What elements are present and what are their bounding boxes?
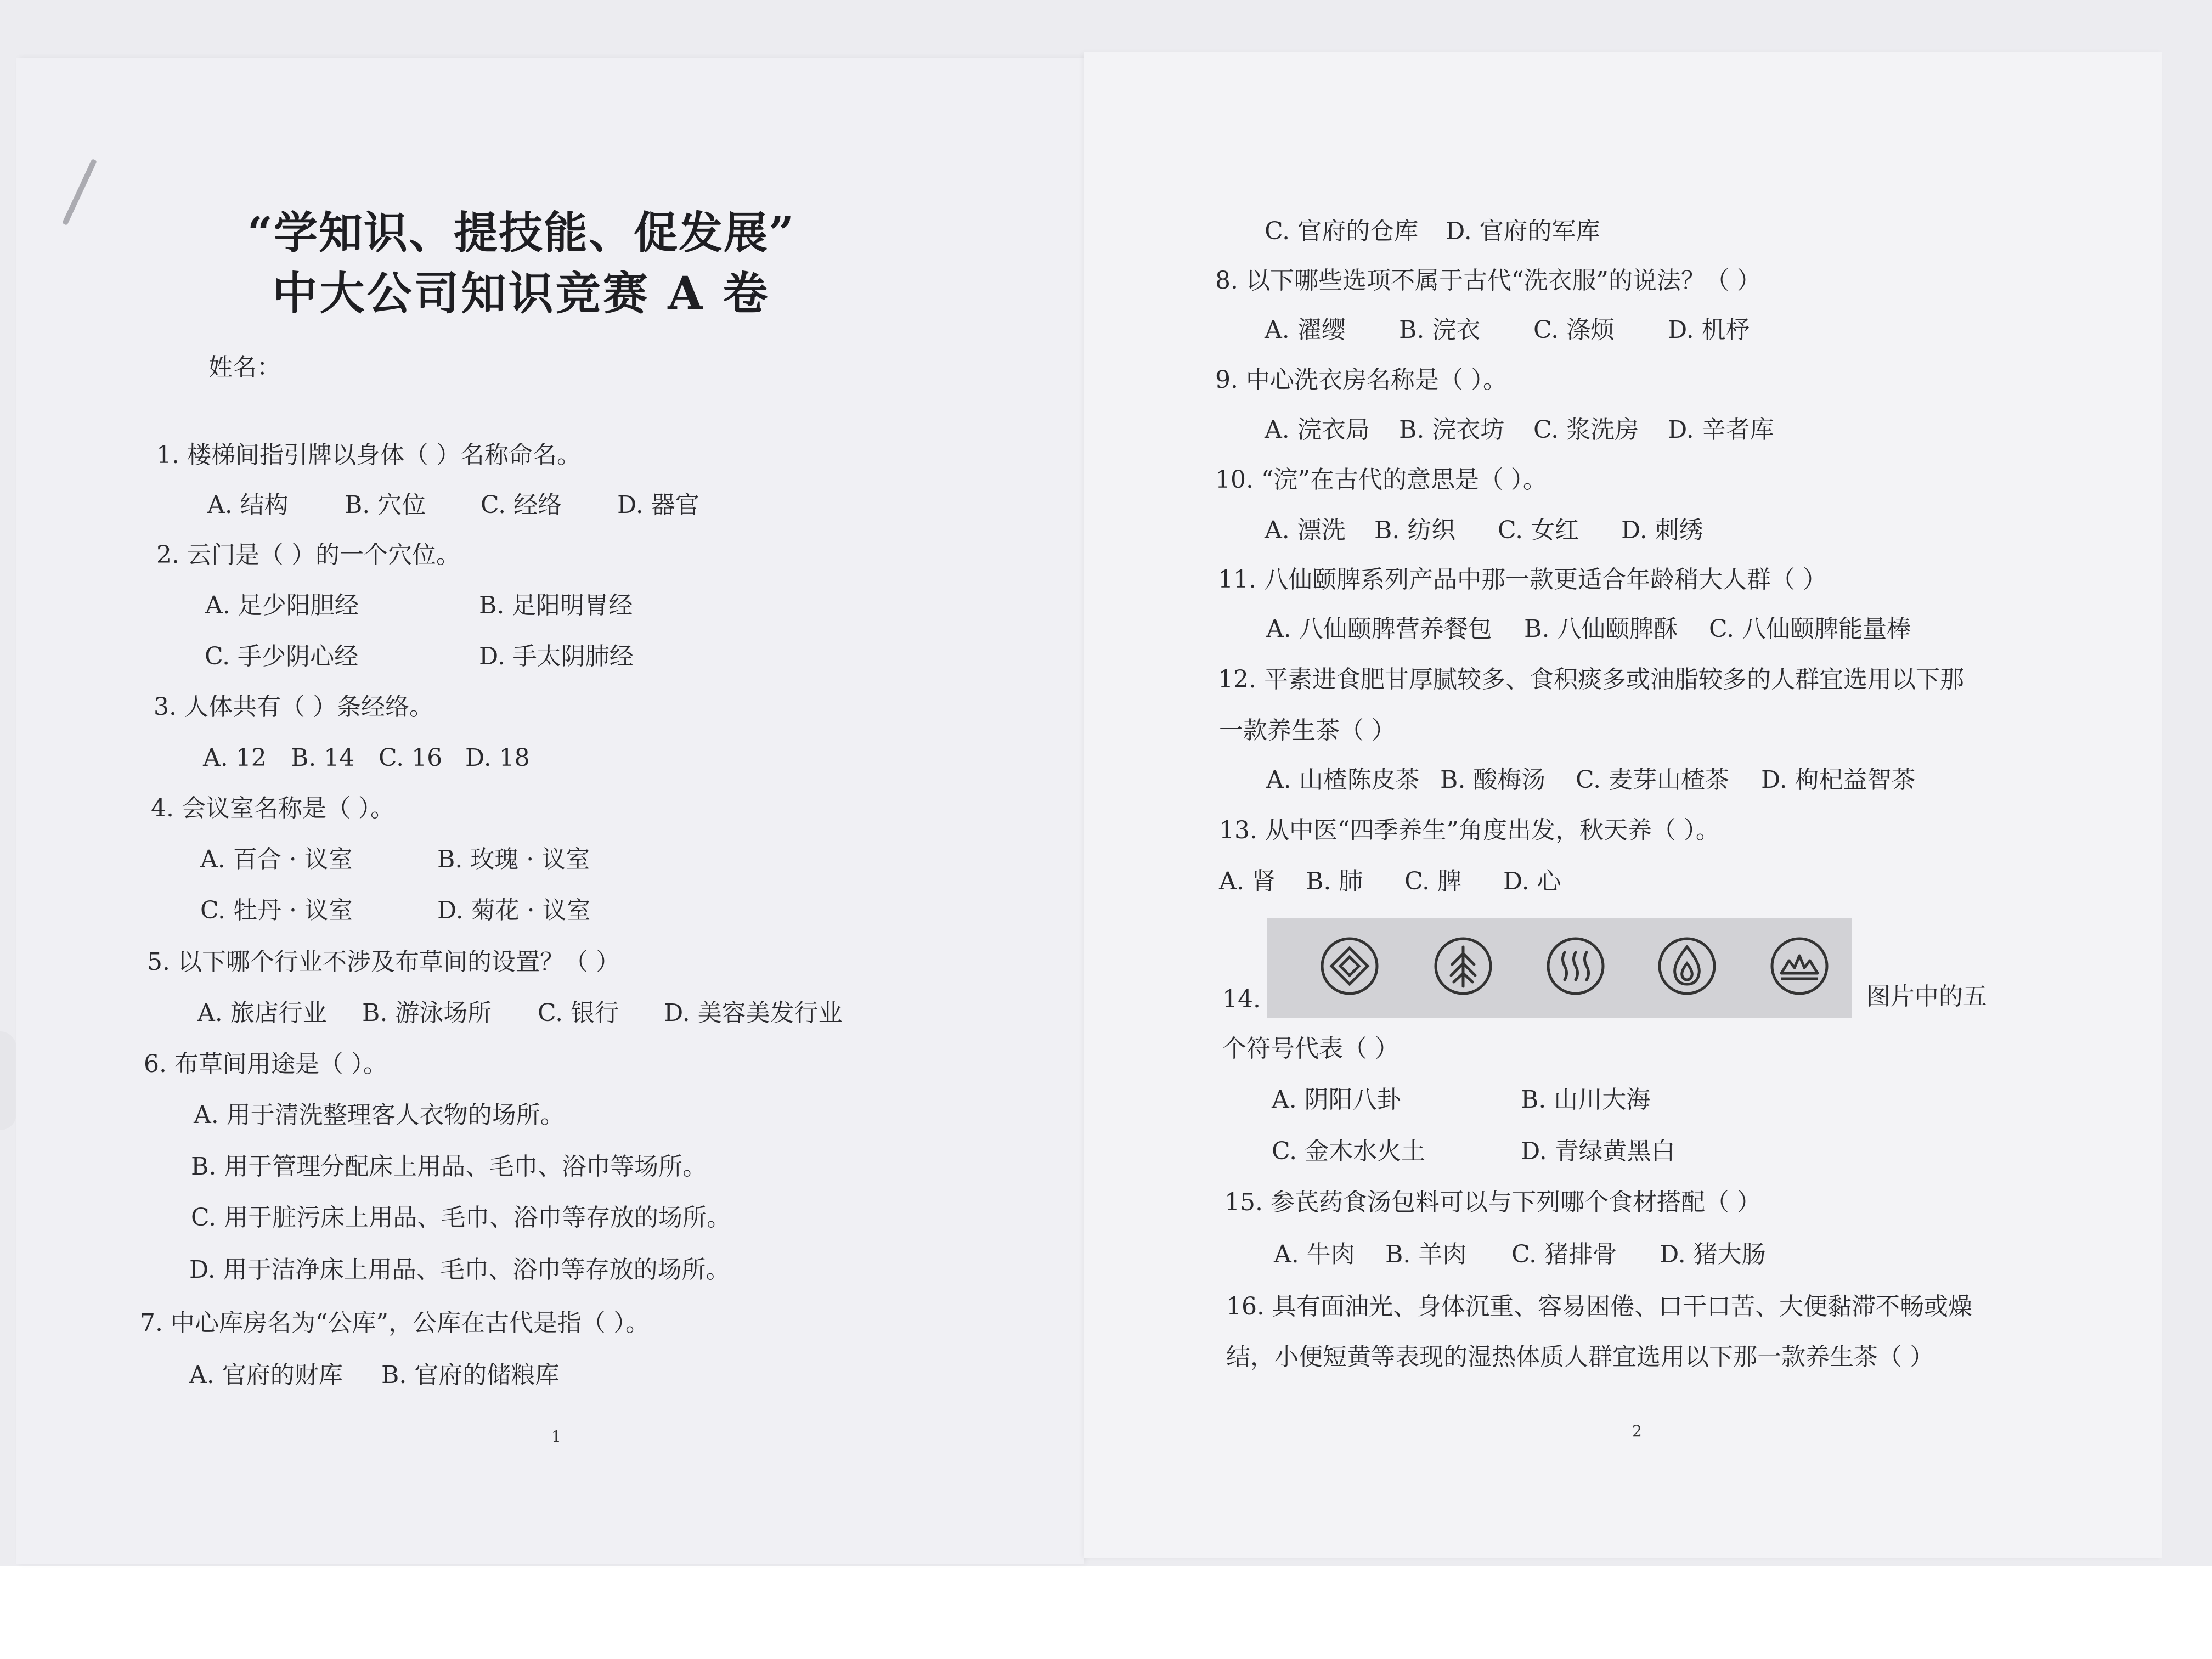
question-7: 7. 中心库房名为“公库”，公库在古代是指（ ）。 [140, 1309, 650, 1337]
question-4: 4. 会议室名称是（ ）。 [151, 794, 394, 822]
q5-option-a: A. 旅店行业 [198, 999, 327, 1027]
q1-option-b: B. 穴位 [345, 491, 426, 519]
q11-option-b: B. 八仙颐脾酥 [1524, 615, 1678, 643]
q9-option-a: A. 浣衣局 [1265, 416, 1370, 444]
q2-option-c: C. 手少阴心经 [205, 642, 359, 670]
question-11: 11. 八仙颐脾系列产品中那一款更适合年龄稍大人群（ ） [1218, 566, 1827, 594]
q7-option-a: A. 官府的财库 [189, 1361, 343, 1389]
title-line-2: 中大公司知识竞赛 A 卷 [272, 267, 770, 320]
q12-option-a: A. 山楂陈皮茶 [1266, 766, 1420, 794]
q2-option-b: B. 足阳明胃经 [479, 591, 633, 619]
question-13: 13. 从中医“四季养生”角度出发，秋天养（ ）。 [1219, 816, 1720, 844]
q6-option-b: B. 用于管理分配床上用品、毛巾、浴巾等场所。 [191, 1153, 707, 1181]
question-5: 5. 以下哪个行业不涉及布草间的设置？（ ） [147, 948, 620, 976]
q6-option-a: A. 用于清洗整理客人衣物的场所。 [194, 1101, 565, 1129]
q14-option-d: D. 青绿黄黑白 [1521, 1137, 1675, 1165]
q15-option-d: D. 猪大肠 [1660, 1240, 1766, 1268]
wood-symbol-icon [1433, 936, 1493, 996]
q8-option-c: C. 涤烦 [1533, 316, 1615, 344]
question-16-line-1: 16. 具有面油光、身体沉重、容易困倦、口干口苦、大便黏滞不畅或燥 [1226, 1293, 1972, 1321]
metal-symbol-icon [1769, 936, 1830, 996]
question-1: 1. 楼梯间指引牌以身体（ ）名称命名。 [156, 441, 581, 469]
q9-option-d: D. 辛者库 [1668, 416, 1774, 444]
q1-option-c: C. 经络 [481, 491, 562, 519]
q6-option-c: C. 用于脏污床上用品、毛巾、浴巾等存放的场所。 [191, 1204, 731, 1232]
q13-option-a: A. 肾 [1219, 867, 1276, 895]
q15-option-b: B. 羊肉 [1385, 1240, 1467, 1268]
q5-option-c: C. 银行 [538, 999, 619, 1027]
paper-edge [0, 1031, 16, 1130]
question-14-line-2: 个符号代表（ ） [1222, 1035, 1399, 1063]
q4-option-b: B. 玫瑰 · 议室 [437, 845, 590, 873]
q1-option-d: D. 器官 [617, 491, 699, 519]
question-6: 6. 布草间用途是（ ）。 [144, 1050, 387, 1078]
question-12-line-1: 12. 平素进食肥甘厚腻较多、食积痰多或油脂较多的人群宜选用以下那 [1218, 665, 1964, 693]
five-elements-image [1267, 918, 1852, 1018]
q3-option-a: A. 12 [203, 744, 267, 772]
q14-option-a: A. 阴阳八卦 [1272, 1086, 1401, 1114]
q10-option-a: A. 漂洗 [1265, 516, 1346, 544]
q3-option-c: C. 16 [379, 744, 443, 772]
q8-option-d: D. 机杼 [1668, 316, 1750, 344]
q3-option-b: B. 14 [291, 744, 355, 772]
q13-option-c: C. 脾 [1404, 867, 1462, 895]
q5-option-d: D. 美容美发行业 [664, 999, 843, 1027]
q13-option-d: D. 心 [1503, 867, 1561, 895]
question-3: 3. 人体共有（ ）条经络。 [154, 693, 433, 721]
page-number-2: 2 [1632, 1422, 1642, 1440]
q9-option-c: C. 浆洗房 [1533, 416, 1639, 444]
q15-option-a: A. 牛肉 [1274, 1240, 1355, 1268]
q12-option-b: B. 酸梅汤 [1440, 766, 1546, 794]
q7-option-d: D. 官府的军库 [1446, 217, 1600, 245]
q10-option-b: B. 纺织 [1374, 516, 1456, 544]
q1-option-a: A. 结构 [207, 491, 289, 519]
q6-option-d: D. 用于洁净床上用品、毛巾、浴巾等存放的场所。 [189, 1256, 730, 1284]
q4-option-c: C. 牡丹 · 议室 [200, 896, 353, 924]
question-16-line-2: 结，小便短黄等表现的湿热体质人群宜选用以下那一款养生茶（ ） [1226, 1343, 1934, 1371]
q4-option-d: D. 菊花 · 议室 [437, 896, 591, 924]
q5-option-b: B. 游泳场所 [362, 999, 492, 1027]
q10-option-c: C. 女红 [1498, 516, 1579, 544]
water-symbol-icon [1545, 936, 1606, 996]
q12-option-d: D. 枸杞益智茶 [1761, 766, 1916, 794]
page-number-1: 1 [551, 1427, 561, 1446]
q14-option-b: B. 山川大海 [1521, 1086, 1651, 1114]
title-line-1: “学知识、提技能、促发展” [247, 207, 795, 258]
q8-option-a: A. 濯缨 [1265, 316, 1346, 344]
fire-symbol-icon [1657, 936, 1717, 996]
q2-option-d: D. 手太阴肺经 [479, 642, 634, 670]
q2-option-a: A. 足少阳胆经 [205, 591, 359, 619]
q4-option-a: A. 百合 · 议室 [200, 845, 353, 873]
question-9: 9. 中心洗衣房名称是（ ）。 [1215, 366, 1507, 394]
table-surface [0, 1566, 2212, 1659]
earth-symbol-icon [1319, 936, 1380, 996]
question-14-text: 图片中的五 [1866, 983, 1987, 1011]
question-2: 2. 云门是（ ）的一个穴位。 [156, 541, 460, 569]
q3-option-d: D. 18 [465, 744, 530, 772]
q15-option-c: C. 猪排骨 [1511, 1240, 1617, 1268]
question-12-line-2: 一款养生茶（ ） [1219, 716, 1396, 744]
q9-option-b: B. 浣衣坊 [1399, 416, 1505, 444]
q11-option-a: A. 八仙颐脾营养餐包 [1266, 615, 1492, 643]
q11-option-c: C. 八仙颐脾能量棒 [1709, 615, 1911, 643]
question-15: 15. 参芪药食汤包料可以与下列哪个食材搭配（ ） [1224, 1188, 1761, 1216]
q14-option-c: C. 金木水火土 [1272, 1137, 1426, 1165]
q7-option-b: B. 官府的储粮库 [381, 1361, 560, 1389]
q7-option-c: C. 官府的仓库 [1265, 217, 1419, 245]
q8-option-b: B. 浣衣 [1399, 316, 1481, 344]
question-14-number: 14. [1222, 985, 1261, 1013]
q10-option-d: D. 刺绣 [1621, 516, 1703, 544]
q12-option-c: C. 麦芽山楂茶 [1576, 766, 1730, 794]
q13-option-b: B. 肺 [1306, 867, 1363, 895]
name-label: 姓名： [208, 353, 281, 381]
question-10: 10. “浣”在古代的意思是（ ）。 [1215, 466, 1547, 494]
question-8: 8. 以下哪些选项不属于古代“洗衣服”的说法？（ ） [1215, 267, 1761, 295]
